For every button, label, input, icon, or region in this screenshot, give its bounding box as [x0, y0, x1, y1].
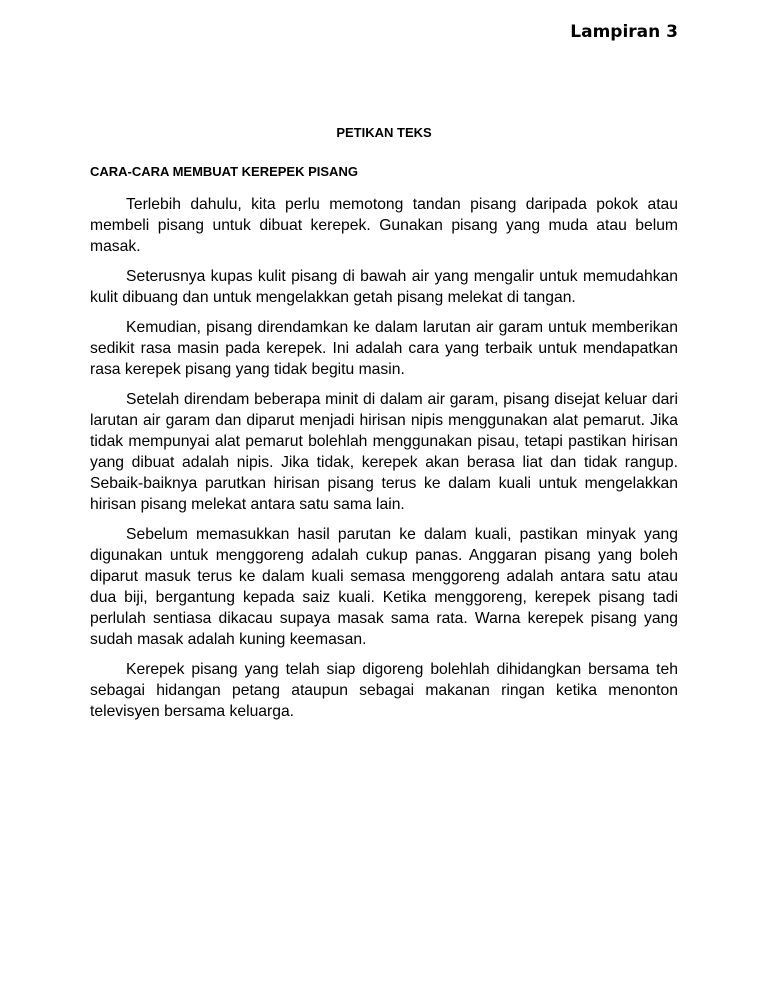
document-title: PETIKAN TEKS [336, 125, 432, 140]
appendix-label: Lampiran 3 [570, 22, 678, 42]
document-body [90, 194, 678, 731]
paragraph: Kerepek pisang yang telah siap digoreng bolehlah dihidangkan bersama teh sebagai hidangan petang ataupun sebagai makanan ringan ketika menonton televisyen bersama keluarga. [90, 661, 678, 720]
document-subtitle: CARA-CARA MEMBUAT KEREPEK PISANG [90, 164, 358, 179]
paragraph: Terlebih dahulu, kita perlu memotong tandan pisang daripada pokok atau membeli pisang untuk dibuat kerepek. Gunakan pisang yang muda atau belum masak. [90, 196, 678, 255]
paragraph: Setelah direndam beberapa minit di dalam air garam, pisang disejat keluar dari larutan air garam dan diparut menjadi hirisan nipis menggunakan alat pemarut. Jika tidak mempunyai alat pemarut bolehlah menggunakan pisau, tetapi pastikan hirisan yang dibuat adalah nipis. Jika tidak, kerepek akan berasa liat dan tidak rangup. Sebaik-baiknya parutkan hirisan pisang terus ke dalam kuali untuk mengelakkan hirisan pisang melekat antara satu sama lain. [90, 391, 678, 513]
paragraph: Seterusnya kupas kulit pisang di bawah air yang mengalir untuk memudahkan kulit dibuang dan untuk mengelakkan getah pisang melekat di tangan. [90, 268, 678, 306]
paragraph: Sebelum memasukkan hasil parutan ke dalam kuali, pastikan minyak yang digunakan untuk menggoreng adalah cukup panas. Anggaran pisang yang boleh diparut masuk terus ke dalam kuali semasa menggoreng adalah antara satu atau dua biji, bergantung kepada saiz kuali. Ketika menggoreng, kerepek pisang tadi perlulah sentiasa dikacau supaya masak sama rata. Warna kerepek pisang yang sudah masak adalah kuning keemasan. [90, 526, 678, 648]
paragraph: Kemudian, pisang direndamkan ke dalam larutan air garam untuk memberikan sedikit rasa masin pada kerepek. Ini adalah cara yang terbaik untuk mendapatkan rasa kerepek pisang yang tidak begitu masin. [90, 319, 678, 378]
